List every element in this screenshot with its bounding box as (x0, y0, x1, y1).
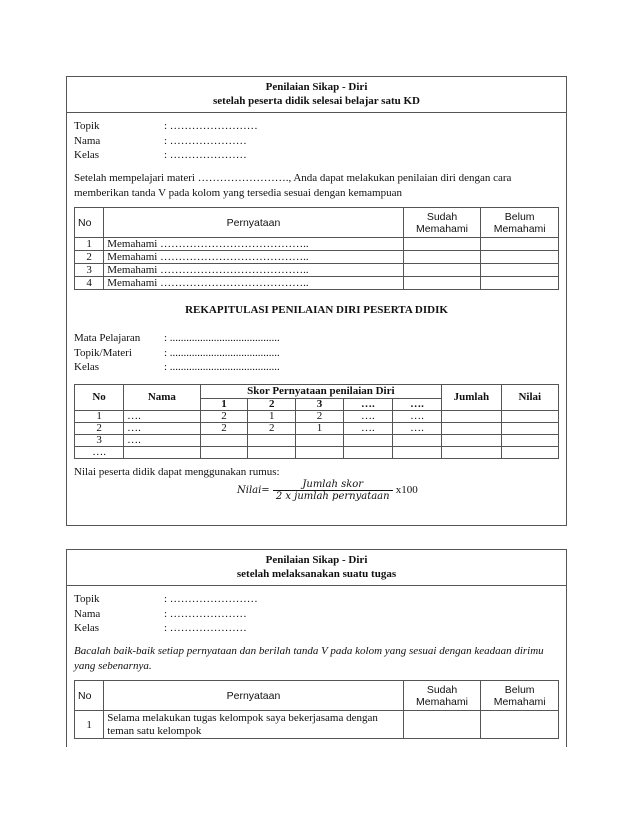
sudah-checkbox[interactable] (403, 251, 481, 264)
kelas-field[interactable]: : ………………… (164, 622, 247, 634)
skor-col-5: …. (392, 399, 441, 411)
nilai-formula: Nilai= $\frac{\text{Jumlah skor}}{\text{2 x jumlah pernyataan}}$ x100 (237, 479, 418, 502)
belum-checkbox[interactable] (481, 711, 559, 739)
field-nama: Nama : ………………… (74, 134, 247, 147)
statement-table (74, 207, 559, 290)
col-no: No (75, 681, 104, 711)
topik-field[interactable]: : …………………… (164, 120, 258, 132)
table-row: 3 …. (75, 435, 559, 447)
table-row: 1 Selama melakukan tugas kelompok saya bekerjasama dengan teman satu kelompok (75, 711, 559, 739)
statement-table (74, 680, 559, 739)
sudah-checkbox[interactable] (403, 264, 481, 277)
belum-checkbox[interactable] (481, 238, 559, 251)
col-sudah: Sudah Memahami (403, 208, 481, 238)
field-mata-pelajaran: Mata Pelajaran : ........................................ (74, 332, 280, 344)
field-topik: Topik : …………………… (74, 120, 258, 132)
nilai-cell[interactable] (501, 411, 558, 423)
skor-col-2: 2 (248, 399, 296, 411)
form-header (67, 550, 566, 586)
belum-checkbox[interactable] (481, 277, 559, 290)
topik-materi-field[interactable]: : ........................................ (164, 346, 280, 359)
self-assessment-form-task (66, 549, 567, 747)
skor-col-1: 1 (200, 399, 248, 411)
instruction-text: Setelah mempelajari materi ……………………., Anda dapat melakukan penilaian diri dengan cara memberikan tanda V pada kolom yang tersedia sesuai dengan kemampuan (74, 172, 512, 199)
rekap-col-nama: Nama (124, 385, 200, 411)
rekap-col-no: No (75, 385, 124, 411)
table-row: 2 Memahami ………………………………….. (75, 251, 559, 264)
nilai-cell[interactable] (501, 435, 558, 447)
rekap-fields (74, 331, 280, 375)
sudah-checkbox[interactable] (403, 277, 481, 290)
formula-intro: Nilai peserta didik dapat menggunakan rumus: (74, 466, 280, 478)
jumlah-cell[interactable] (442, 435, 501, 447)
nama-field[interactable]: : ………………… (164, 607, 247, 620)
kelas-rekap-field[interactable]: : ........................................ (164, 361, 280, 373)
belum-checkbox[interactable] (481, 251, 559, 264)
table-row: 1 Memahami ………………………………….. (75, 238, 559, 251)
table-row: 3 Memahami ………………………………….. (75, 264, 559, 277)
kelas-field[interactable]: : ………………… (164, 149, 247, 161)
col-belum: Belum Memahami (481, 208, 559, 238)
sudah-checkbox[interactable] (403, 238, 481, 251)
field-kelas: Kelas : ………………… (74, 622, 247, 634)
topik-field[interactable]: : …………………… (164, 593, 258, 605)
rekap-title: REKAPITULASI PENILAIAN DIRI PESERTA DIDIK (185, 304, 448, 316)
field-nama: Nama : ………………… (74, 607, 247, 620)
belum-checkbox[interactable] (481, 264, 559, 277)
sudah-checkbox[interactable] (403, 711, 481, 739)
col-pernyataan: Pernyataan (104, 208, 403, 238)
form-subtitle: setelah melaksanakan suatu tugas (236, 568, 397, 580)
col-sudah: Sudah Memahami (403, 681, 481, 711)
rekap-col-nilai: Nilai (501, 385, 558, 411)
field-topik-materi: Topik/Materi : ........................................ (74, 346, 280, 359)
jumlah-cell[interactable] (442, 447, 501, 459)
col-no: No (75, 208, 104, 238)
form-title: Penilaian Sikap - Diri (265, 81, 368, 93)
table-row: 2 …. 2 2 1 …. …. (75, 423, 559, 435)
rekap-table (74, 384, 559, 459)
instruction-text: Bacalah baik-baik setiap pernyataan dan berilah tanda V pada kolom yang sesuai dengan keadaan dirimu yang sebenarnya. (74, 645, 544, 672)
form-title: Penilaian Sikap - Diri (265, 554, 368, 566)
table-row: 1 …. 2 1 2 …. …. (75, 411, 559, 423)
nama-field[interactable]: : ………………… (164, 134, 247, 147)
table-row: 4 Memahami ………………………………….. (75, 277, 559, 290)
col-belum: Belum Memahami (481, 681, 559, 711)
rekap-col-skor: Skor Pernyataan penilaian Diri (200, 385, 441, 399)
skor-col-4: …. (343, 399, 392, 411)
field-kelas-rekap: Kelas : ........................................ (74, 361, 280, 373)
mata-pelajaran-field[interactable]: : ........................................ (164, 332, 280, 344)
identity-fields (74, 592, 258, 636)
nilai-cell[interactable] (501, 423, 558, 435)
skor-col-3: 3 (296, 399, 344, 411)
rekap-col-jumlah: Jumlah (442, 385, 501, 411)
table-row: …. (75, 447, 559, 459)
jumlah-cell[interactable] (442, 411, 501, 423)
field-topik: Topik : …………………… (74, 593, 258, 605)
col-pernyataan: Pernyataan (104, 681, 403, 711)
formula-fraction: $\frac{\text{Jumlah skor}}{\text{2 x jumlah pernyataan}}$ (273, 479, 393, 502)
form-subtitle: setelah peserta didik selesai belajar satu KD (213, 95, 420, 107)
self-assessment-form-kd (66, 76, 567, 526)
form-header (67, 77, 566, 113)
jumlah-cell[interactable] (442, 423, 501, 435)
nilai-cell[interactable] (501, 447, 558, 459)
field-kelas: Kelas : ………………… (74, 149, 247, 161)
identity-fields (74, 119, 258, 163)
